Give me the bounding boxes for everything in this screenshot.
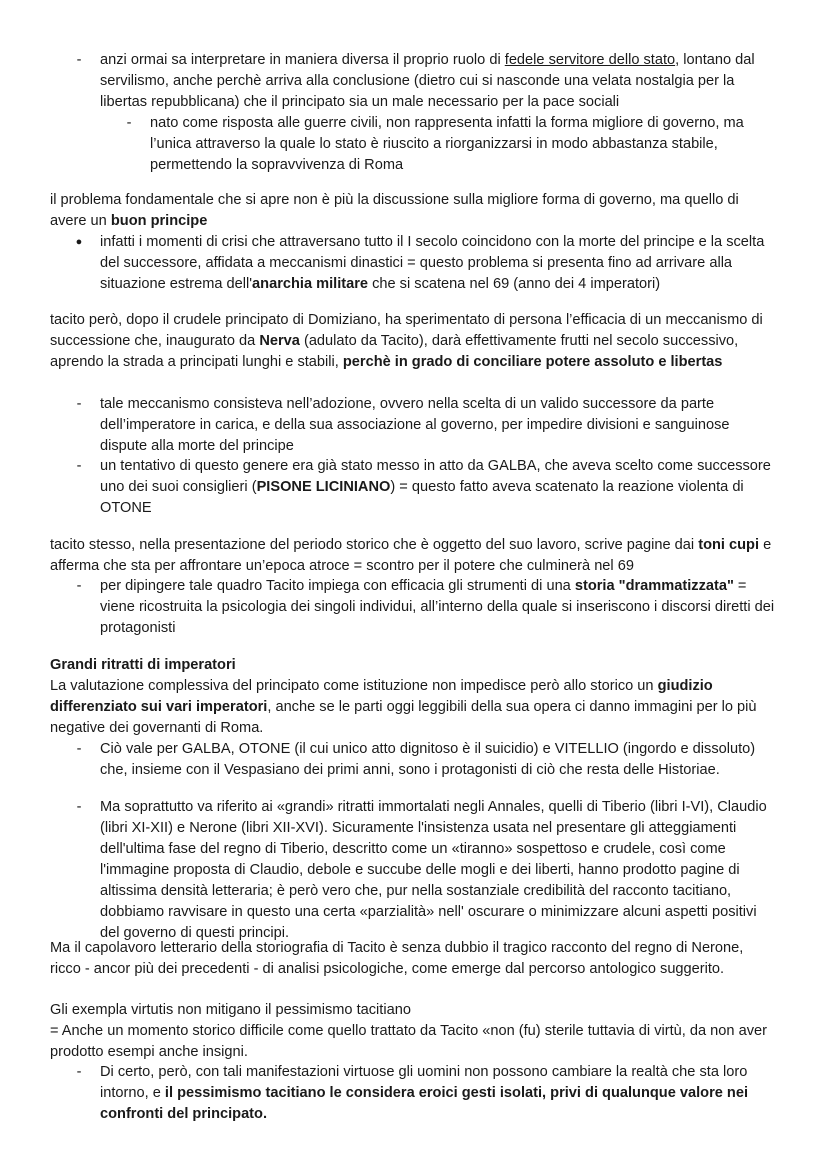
sub-list-item: nato come risposta alle guerre civili, non rappresenta infatti la forma migliore di governo, ma l’unica attraverso la quale lo stato è riuscito a riorganizzarsi in modo abbastanza stabile, permettendo la sopravvivenza di Roma	[150, 115, 744, 173]
list-item: Di certo, però, con tali manifestazioni virtuose gli uomini non possono cambiare la realtà che sta loro intorno, e il pessimismo tacitiano le considera eroici gesti isolati, privi di qualunque valore nei confronti del principato.	[100, 1064, 749, 1122]
list-item: infatti i momenti di crisi che attraversano tutto il I secolo coincidono con la morte del principe e la scelta del successore, affidata a meccanismi dinastici = questo problema si presenta fino ad arrivare alla situazione estrema dell'anarchia militare che si scatena nel 69 (anno dei 4 imperatori)	[100, 234, 765, 292]
paragraph: tacito stesso, nella presentazione del periodo storico che è oggetto del suo lavoro, scrive pagine dai toni cupi e afferma che sta per affrontare un’epoca atroce = scontro per il potere che culminerà nel 69	[50, 537, 772, 574]
list-item: anzi ormai sa interpretare in maniera diversa il proprio ruolo di fedele servitore dello stato, lontano dal servilismo, anche perchè arriva alla conclusione (dietro cui si nasconde una velata nostalgia per la libertas repubblicana) che il principato sia un male necessario per la pace sociali	[100, 52, 755, 110]
list-item: tale meccanismo consisteva nell’adozione, ovvero nella scelta di un valido successore da parte dell’imperatore in carica, e della sua associazione al governo, per impedire divisioni e sanguinose dispute alla morte del principe	[100, 396, 730, 454]
dash-marker: -	[76, 741, 82, 757]
dash-marker: -	[76, 52, 82, 68]
dash-marker: -	[126, 115, 132, 131]
dash-marker: -	[76, 578, 82, 594]
list-item: per dipingere tale quadro Tacito impiega con efficacia gli strumenti di una storia "drammatizzata" = viene ricostruita la psicologia dei singoli individui, all’interno della quale si inseriscono i discorsi diretti dei protagonisti	[100, 578, 775, 636]
paragraph-title: Gli exempla virtutis non mitigano il pessimismo tacitiano	[50, 1002, 411, 1018]
underlined-phrase: fedele servitore dello stato	[504, 52, 676, 68]
section-heading: Grandi ritratti di imperatori	[50, 657, 236, 673]
paragraph: Ma il capolavoro letterario della storiografia di Tacito è senza dubbio il tragico racconto del regno di Nerone, ricco - ancor più dei precedenti - di analisi psicologiche, come emerge dal percorso antologico suggerito.	[50, 940, 744, 977]
paragraph: il problema fondamentale che si apre non è più la discussione sulla migliore forma di governo, ma quello di avere un buon principe	[50, 192, 739, 229]
paragraph: La valutazione complessiva del principato come istituzione non impedisce però allo storico un giudizio differenziato sui vari imperatori, anche se le parti oggi leggibili della sua opera ci danno immagini per lo più negative dei governanti di Roma.	[50, 678, 757, 736]
dash-marker: -	[76, 458, 82, 474]
dash-marker: -	[76, 396, 82, 412]
paragraph: = Anche un momento storico difficile come quello trattato da Tacito «non (fu) sterile tuttavia di virtù, da non aver prodotto esempi anche insigni.	[50, 1023, 767, 1060]
bullet-marker: ●	[75, 236, 83, 248]
list-item: Ciò vale per GALBA, OTONE (il cui unico atto dignitoso è il suicidio) e VITELLIO (ingordo e dissoluto) che, insieme con il Vespasiano dei primi anni, sono i protagonisti di ciò che resta delle Historiae.	[100, 741, 756, 778]
dash-marker: -	[76, 1064, 82, 1080]
paragraph: tacito però, dopo il crudele principato di Domiziano, ha sperimentato di persona l’efficacia di un meccanismo di successione che, inaugurato da Nerva (adulato da Tacito), darà effettivamente frutti nel secolo successivo, aprendo la strada a principati lunghi e stabili, perchè in grado di conciliare potere assoluto e libertas	[50, 312, 763, 370]
list-item: un tentativo di questo genere era già stato messo in atto da GALBA, che aveva scelto come successore uno dei suoi consiglieri (PISONE LICINIANO) = questo fatto aveva scatenato la reazione violenta di OTONE	[100, 458, 771, 516]
dash-marker: -	[76, 799, 82, 815]
list-item: Ma soprattutto va riferito ai «grandi» ritratti immortalati negli Annales, quelli di Tiberio (libri I-VI), Claudio (libri XI-XII) e Nerone (libri XII-XVI). Sicuramente l'insistenza usata nel presentare gli atteggiamenti dell'ultima fase del regno di Tiberio, descritto come un «tiranno» sospettoso e crudele, così come l'immagine proposta di Claudio, debole e succube delle mogli e dei liberti, hanno prodotto pagine di altissima densità letteraria; è però vero che, pur nella sostanziale credibilità del racconto tacitiano, dobbiamo ravvisare in questo una certa «parzialità» nell' oscurare o minimizzare alcuni aspetti positivi del governo di questi principi.	[100, 799, 767, 941]
